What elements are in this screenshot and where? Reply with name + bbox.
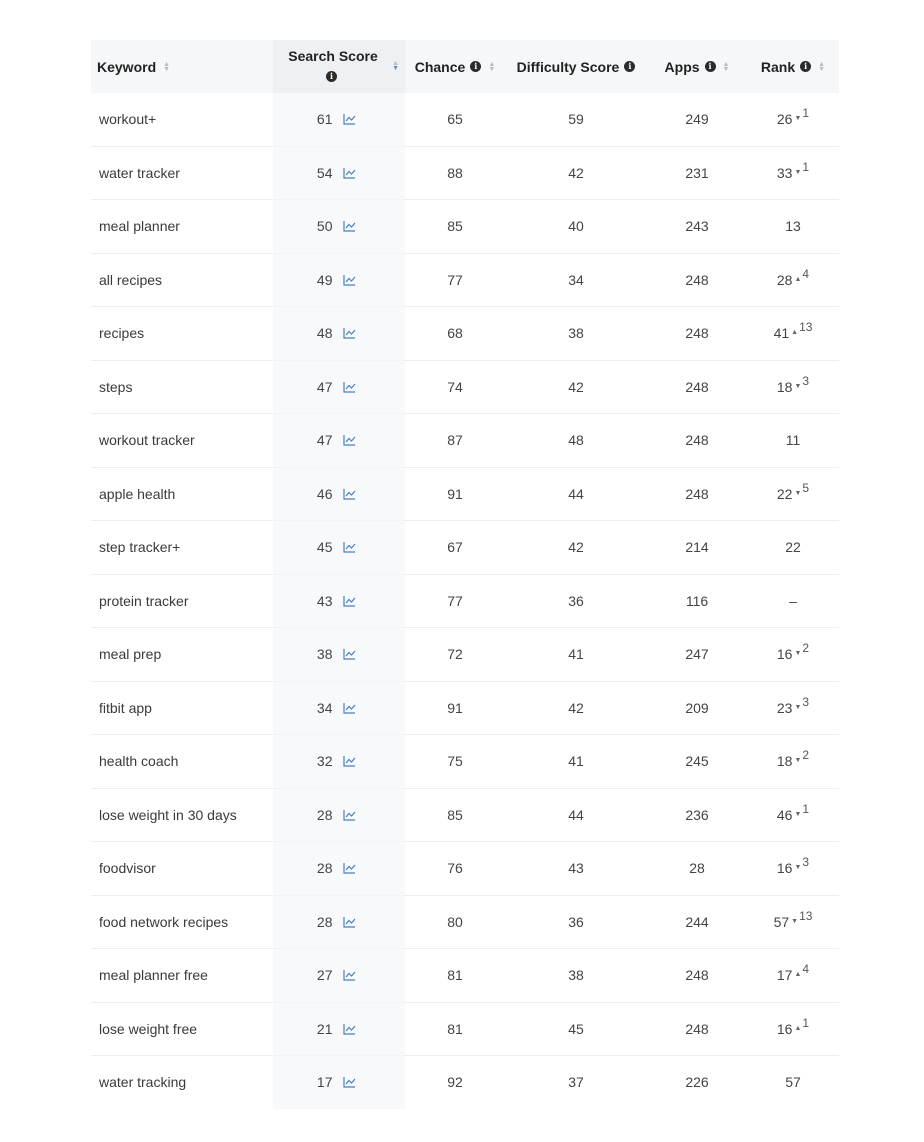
search-score-cell (273, 949, 405, 1003)
apps-cell: 247 (647, 628, 747, 682)
trend-chart-icon[interactable] (343, 434, 356, 446)
column-header-label: Apps (664, 58, 700, 75)
rank-value: – (789, 592, 797, 609)
rank-value: 57 (785, 1074, 801, 1091)
rank-value: 33 (776, 164, 793, 181)
info-icon[interactable]: i (800, 61, 811, 72)
rank-down-arrow-icon: ▼ (794, 757, 802, 765)
apps-cell: 231 (647, 146, 747, 200)
table-row[interactable] (91, 200, 839, 254)
search-score-value: 46 (316, 485, 333, 502)
table-row[interactable] (91, 414, 839, 468)
rank-up-arrow-icon: ▲ (794, 275, 802, 283)
apps-cell: 244 (647, 895, 747, 949)
table-row[interactable] (91, 842, 839, 896)
keyword-cell: health coach (91, 735, 273, 789)
chance-cell: 77 (405, 253, 505, 307)
apps-cell: 248 (647, 253, 747, 307)
search-score-value: 50 (316, 218, 333, 235)
difficulty-cell: 44 (505, 467, 647, 521)
search-score-value: 21 (316, 1020, 333, 1037)
table-row[interactable] (91, 949, 839, 1003)
rank-change-value: 3 (802, 855, 810, 870)
search-score-cell (273, 307, 405, 361)
apps-cell: 248 (647, 949, 747, 1003)
rank-value: 11 (785, 432, 801, 449)
chance-cell: 85 (405, 200, 505, 254)
rank-down-arrow-icon: ▼ (794, 489, 802, 497)
search-score-cell (273, 1002, 405, 1056)
rank-down-arrow-icon: ▼ (794, 864, 802, 872)
table-header-row (91, 40, 839, 93)
search-score-value: 27 (316, 967, 333, 984)
rank-value: 16 (776, 860, 793, 877)
rank-cell (747, 307, 839, 361)
difficulty-cell: 48 (505, 414, 647, 468)
table-row[interactable] (91, 467, 839, 521)
apps-cell: 243 (647, 200, 747, 254)
keyword-cell: fitbit app (91, 681, 273, 735)
difficulty-cell: 42 (505, 681, 647, 735)
keyword-cell: food network recipes (91, 895, 273, 949)
rank-value: 22 (776, 485, 793, 502)
keyword-cell: lose weight in 30 days (91, 788, 273, 842)
column-header-apps[interactable] (647, 40, 747, 93)
info-icon[interactable]: i (470, 61, 481, 72)
rank-cell (747, 1002, 839, 1056)
rank-down-arrow-icon: ▼ (791, 917, 799, 925)
chance-cell: 74 (405, 360, 505, 414)
difficulty-cell: 42 (505, 146, 647, 200)
chance-cell: 80 (405, 895, 505, 949)
trend-chart-icon[interactable] (343, 969, 356, 981)
search-score-value: 47 (316, 432, 333, 449)
trend-chart-icon[interactable] (343, 381, 356, 393)
apps-cell: 226 (685, 1074, 709, 1091)
keyword-cell: step tracker+ (91, 521, 273, 575)
keyword-cell: meal planner free (91, 949, 273, 1003)
rank-up-arrow-icon: ▲ (794, 1024, 802, 1032)
rank-cell (747, 1056, 839, 1109)
rank-cell (747, 360, 839, 414)
sort-arrows-icon[interactable]: ▲ ▼ (818, 60, 826, 73)
column-header-difficulty[interactable] (505, 40, 647, 93)
apps-cell: 248 (647, 360, 747, 414)
search-score-cell (273, 146, 405, 200)
rank-value: 16 (776, 1020, 793, 1037)
difficulty-cell: 59 (505, 93, 647, 146)
search-score-cell (273, 467, 405, 521)
apps-cell: 116 (647, 574, 747, 628)
difficulty-cell: 38 (505, 307, 647, 361)
rank-down-arrow-icon: ▼ (794, 703, 802, 711)
search-score-value: 28 (316, 860, 333, 877)
rank-value: 17 (776, 967, 793, 984)
rank-cell (747, 788, 839, 842)
rank-value: 41 (773, 325, 790, 342)
rank-cell (747, 949, 839, 1003)
table-row[interactable] (91, 146, 839, 200)
trend-chart-icon[interactable] (343, 916, 356, 928)
keyword-cell: lose weight free (91, 1002, 273, 1056)
trend-chart-icon[interactable] (343, 809, 356, 821)
chance-cell: 76 (405, 842, 505, 896)
info-icon[interactable]: i (326, 71, 337, 82)
trend-chart-icon[interactable] (343, 113, 356, 125)
apps-cell: 214 (647, 521, 747, 575)
keyword-cell: steps (91, 360, 273, 414)
trend-chart-icon[interactable] (343, 488, 356, 500)
rank-change-value: 1 (802, 159, 810, 174)
trend-chart-icon[interactable] (343, 595, 356, 607)
rank-value: 57 (773, 913, 790, 930)
chance-cell: 75 (405, 735, 505, 789)
rank-cell (747, 467, 839, 521)
rank-cell (747, 895, 839, 949)
search-score-cell (273, 521, 405, 575)
difficulty-cell: 37 (568, 1074, 584, 1091)
rank-change-value: 2 (802, 641, 810, 656)
apps-cell: 236 (647, 788, 747, 842)
search-score-cell (273, 253, 405, 307)
search-score-value: 32 (316, 753, 333, 770)
search-score-value: 54 (316, 164, 333, 181)
rank-down-arrow-icon: ▼ (794, 382, 802, 390)
rank-value: 13 (785, 218, 801, 235)
difficulty-cell: 41 (505, 735, 647, 789)
difficulty-cell: 42 (505, 521, 647, 575)
difficulty-cell: 36 (505, 574, 647, 628)
rank-cell (747, 735, 839, 789)
search-score-value: 28 (316, 806, 333, 823)
keyword-table-container (91, 40, 839, 1109)
rank-change-value: 13 (799, 908, 813, 923)
rank-cell (747, 521, 839, 575)
keyword-cell: meal planner (91, 200, 273, 254)
rank-value: 18 (776, 753, 793, 770)
search-score-value: 48 (316, 325, 333, 342)
search-score-value: 34 (316, 699, 333, 716)
rank-value: 23 (776, 699, 793, 716)
sort-arrows-icon[interactable]: ▲ ▼ (163, 60, 171, 73)
column-header-keyword[interactable] (91, 40, 273, 93)
rank-cell (747, 146, 839, 200)
rank-cell (747, 681, 839, 735)
rank-cell (747, 574, 839, 628)
difficulty-cell: 38 (505, 949, 647, 1003)
table-row[interactable] (91, 735, 839, 789)
rank-change-value: 3 (802, 373, 810, 388)
apps-cell: 28 (647, 842, 747, 896)
search-score-cell (273, 842, 405, 896)
table-row[interactable] (91, 681, 839, 735)
difficulty-cell: 42 (505, 360, 647, 414)
rank-value: 22 (785, 539, 801, 556)
difficulty-cell: 40 (505, 200, 647, 254)
chance-cell: 81 (405, 949, 505, 1003)
search-score-value: 43 (316, 592, 333, 609)
rank-cell (747, 93, 839, 146)
column-header-rank[interactable] (747, 40, 839, 93)
keyword-cell: workout tracker (91, 414, 273, 468)
rank-change-value: 4 (802, 266, 810, 281)
rank-down-arrow-icon: ▼ (794, 810, 802, 818)
trend-chart-icon[interactable] (343, 1076, 356, 1088)
search-score-cell (273, 93, 405, 146)
search-score-cell (273, 628, 405, 682)
rank-value: 46 (776, 806, 793, 823)
trend-chart-icon[interactable] (343, 220, 356, 232)
search-score-cell (273, 735, 405, 789)
apps-cell: 248 (647, 307, 747, 361)
rank-change-value: 3 (802, 694, 810, 709)
search-score-value: 28 (316, 913, 333, 930)
rank-cell (747, 253, 839, 307)
difficulty-cell: 34 (505, 253, 647, 307)
column-header-label: Keyword (97, 58, 157, 75)
trend-chart-icon[interactable] (343, 862, 356, 874)
chance-cell: 72 (405, 628, 505, 682)
chance-cell: 81 (405, 1002, 505, 1056)
search-score-value: 38 (316, 646, 333, 663)
rank-up-arrow-icon: ▲ (791, 329, 799, 337)
search-score-value: 47 (316, 378, 333, 395)
table-row[interactable] (91, 93, 839, 146)
keyword-cell: water tracking (99, 1074, 187, 1091)
column-header-label: Chance (414, 58, 466, 75)
rank-change-value: 13 (799, 320, 813, 335)
chance-cell: 91 (405, 681, 505, 735)
rank-value: 16 (776, 646, 793, 663)
difficulty-cell: 44 (505, 788, 647, 842)
rank-value: 26 (776, 111, 793, 128)
rank-down-arrow-icon: ▼ (794, 115, 802, 123)
rank-change-value: 1 (802, 106, 810, 121)
table-body (91, 93, 839, 1109)
keyword-cell: recipes (91, 307, 273, 361)
keyword-cell: meal prep (91, 628, 273, 682)
rank-cell (747, 414, 839, 468)
rank-down-arrow-icon: ▼ (794, 168, 802, 176)
rank-cell (747, 628, 839, 682)
apps-cell: 249 (647, 93, 747, 146)
apps-cell: 248 (647, 414, 747, 468)
keyword-cell: workout+ (91, 93, 273, 146)
search-score-cell (273, 1056, 405, 1109)
info-icon[interactable]: i (705, 61, 716, 72)
table-row[interactable] (91, 574, 839, 628)
keyword-table (91, 40, 839, 1109)
table-row[interactable] (91, 307, 839, 361)
rank-up-arrow-icon: ▲ (794, 971, 802, 979)
keyword-cell: foodvisor (91, 842, 273, 896)
search-score-cell (273, 200, 405, 254)
column-header-label: Rank (760, 58, 796, 75)
search-score-value: 45 (316, 539, 333, 556)
trend-chart-icon[interactable] (343, 327, 356, 339)
chance-cell: 65 (405, 93, 505, 146)
sort-arrows-icon[interactable]: ▲ ▼ (488, 60, 496, 73)
rank-change-value: 1 (802, 801, 810, 816)
difficulty-cell: 45 (505, 1002, 647, 1056)
keyword-cell: apple health (91, 467, 273, 521)
sort-arrows-icon[interactable]: ▲ ▼ (722, 60, 730, 73)
table-row[interactable] (91, 253, 839, 307)
trend-chart-icon[interactable] (343, 541, 356, 553)
chance-cell: 67 (405, 521, 505, 575)
chance-cell: 85 (405, 788, 505, 842)
table-row[interactable] (91, 628, 839, 682)
apps-cell: 248 (647, 467, 747, 521)
chance-cell: 92 (447, 1074, 463, 1091)
chance-cell: 88 (405, 146, 505, 200)
apps-cell: 209 (647, 681, 747, 735)
table-row[interactable] (91, 1002, 839, 1056)
search-score-value: 49 (316, 271, 333, 288)
info-icon[interactable]: i (624, 61, 635, 72)
trend-chart-icon[interactable] (343, 702, 356, 714)
rank-value: 18 (776, 378, 793, 395)
rank-down-arrow-icon: ▼ (794, 650, 802, 658)
apps-cell: 245 (647, 735, 747, 789)
rank-cell (747, 842, 839, 896)
table-row[interactable] (91, 1056, 839, 1109)
rank-change-value: 1 (802, 1015, 810, 1030)
column-header-chance[interactable] (405, 40, 505, 93)
sort-arrows-icon[interactable]: ▲ ▼ (392, 60, 399, 72)
search-score-cell (273, 681, 405, 735)
chance-cell: 68 (405, 307, 505, 361)
rank-value: 28 (776, 271, 793, 288)
trend-chart-icon[interactable] (343, 755, 356, 767)
column-header-search-score[interactable] (273, 40, 405, 93)
column-header-label: Search Score (288, 48, 378, 64)
trend-chart-icon[interactable] (343, 648, 356, 660)
difficulty-cell: 36 (505, 895, 647, 949)
search-score-value: 61 (316, 111, 333, 128)
table-row[interactable] (91, 521, 839, 575)
table-row[interactable] (91, 895, 839, 949)
trend-chart-icon[interactable] (343, 167, 356, 179)
search-score-cell (273, 414, 405, 468)
difficulty-cell: 41 (505, 628, 647, 682)
search-score-cell (273, 788, 405, 842)
keyword-cell: all recipes (91, 253, 273, 307)
rank-cell (747, 200, 839, 254)
search-score-cell (273, 895, 405, 949)
rank-change-value: 5 (802, 480, 810, 495)
table-row[interactable] (91, 360, 839, 414)
difficulty-cell: 43 (505, 842, 647, 896)
table-row[interactable] (91, 788, 839, 842)
trend-chart-icon[interactable] (343, 274, 356, 286)
search-score-cell (273, 574, 405, 628)
search-score-value: 17 (316, 1074, 333, 1091)
search-score-cell (273, 360, 405, 414)
column-header-label: Difficulty Score (516, 58, 620, 75)
chance-cell: 77 (405, 574, 505, 628)
apps-cell: 248 (647, 1002, 747, 1056)
rank-change-value: 2 (802, 748, 810, 763)
chance-cell: 91 (405, 467, 505, 521)
keyword-cell: protein tracker (91, 574, 273, 628)
trend-chart-icon[interactable] (343, 1023, 356, 1035)
rank-change-value: 4 (802, 962, 810, 977)
chance-cell: 87 (405, 414, 505, 468)
keyword-cell: water tracker (91, 146, 273, 200)
